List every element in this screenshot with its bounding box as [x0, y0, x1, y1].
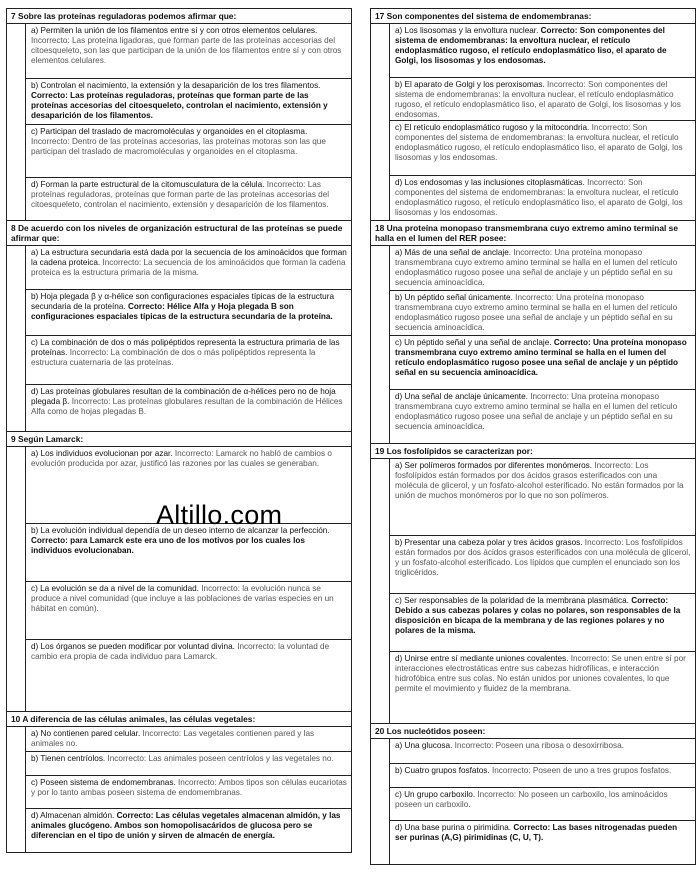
option-text: b) Tienen centríolos. — [31, 754, 106, 763]
verdict-label: Correcto: — [31, 91, 68, 101]
answer-option — [389, 290, 695, 335]
answer-option — [389, 459, 695, 535]
explanation-text: Poseen una ribosa o desoxirribosa. — [495, 741, 624, 750]
option-text: a) Ser polímeros formados por diferentes monómeros. — [395, 461, 593, 470]
explanation-text: La combinación de dos o más polipéptidos representa la estructura cuaternaria de las proteínas. — [31, 348, 316, 368]
verdict-label: Incorrecto: — [107, 754, 147, 763]
verdict-label: Correcto: — [127, 302, 165, 312]
answer-option — [389, 763, 695, 787]
verdict-label: Incorrecto: — [174, 449, 214, 458]
verdict-label: Incorrecto: — [142, 729, 182, 738]
explanation-text: Son componentes del sistema de endomembranas: la envoltura nuclear, el retículo endoplasmático rugoso, el retículo endoplasmático liso, el aparato de Golgi, los lisosomas y los endosomas. — [395, 123, 683, 163]
answer-option — [25, 24, 351, 78]
option-text: d) Almacenan almidón. — [31, 811, 115, 820]
explanation-text: Las proteínas reguladoras, proteínas que forman parte de las proteínas accesorias del citoesqueleto, controlan el nacimiento, extensión y desaparición de los filamentos. — [31, 180, 330, 210]
answer-option — [389, 24, 695, 77]
verdict-label: Incorrecto: — [178, 778, 217, 787]
verdict-label: Incorrecto: — [69, 348, 109, 358]
explanation-text: Son componentes del sistema de endomembranas: la envoltura nuclear, el retículo endoplasmático rugoso, el retículo endoplasmático liso, el aparato de Golgi, los lisosomas y los endosomas. — [395, 178, 683, 218]
option-text: a) Una glucosa. — [395, 741, 453, 750]
explanation-text: Poseen de uno a tres grupos fosfatos. — [532, 766, 672, 775]
explanation-text: Dentro de las proteínas accesorias, las proteínas motoras son las que participan del traslado de macromoléculas y organoides en el citoplasma. — [31, 137, 326, 157]
question-block — [370, 723, 696, 865]
verdict-label: Incorrecto: — [513, 248, 553, 257]
explanation-text: Las proteína ligadoras, que forman parte de las proteínas accesorias del citoesqueleto, son las que participan de la unión de los filamentos entre sí y con otros elementos celulares. — [31, 36, 342, 66]
question-header: 8 De acuerdo con los niveles de organización estructural de las proteínas se puede afirmar que: — [7, 221, 351, 246]
answer-option — [389, 787, 695, 820]
explanation-text: Una proteína monopaso transmembrana cuyo extremo amino terminal se halla en el lumen del retículo endoplasmático rugoso posee una señal de anclaje y un péptido señal en su secuencia aminoacídica. — [395, 392, 678, 432]
option-text: c) Participan del traslado de macromoléculas y organoides en el citoplasma. — [31, 127, 308, 136]
verdict-label: Correcto: — [553, 338, 591, 347]
answer-option — [25, 289, 351, 335]
answer-option — [389, 175, 695, 220]
option-text: a) No contienen pared celular. — [31, 729, 141, 738]
question-block — [6, 8, 352, 220]
explanation-text: Se unen entre sí por interacciones electrostáticas entre sus cabezas hidrofílicas, e interacción hidrofóbica entre sus colas. No están unidos por uniones covalentes, lo que permite el movimiento y fluidez de la membrana. — [395, 654, 686, 694]
answer-option — [389, 335, 695, 389]
answer-option — [389, 593, 695, 651]
explanation-text: Hélice Alfa y Hoja plegada B son configuraciones espaciales típicas de la estructura secundaria de la proteína. — [31, 302, 333, 322]
option-text: a) Permiten la unión de los filamentos entre sí y con otros elementos celulares. — [31, 26, 318, 35]
question-header: 7 Sobre las proteínas reguladoras podemos afirmar que: — [7, 9, 351, 24]
answer-option — [389, 246, 695, 290]
verdict-label: Incorrecto: — [454, 741, 494, 750]
explanation-text: para Lamarck este era uno de los motivos por los cuales los individuos evolucionaban. — [31, 536, 305, 556]
question-block — [370, 8, 696, 220]
option-text: d) Una base purina o pirimidina. — [395, 823, 512, 832]
verdict-label: Incorrecto: — [547, 80, 586, 89]
verdict-label: Incorrecto: — [102, 258, 142, 268]
option-text: c) Un péptido señal y una señal de anclaje. — [395, 338, 552, 347]
verdict-label: Correcto: — [540, 26, 578, 35]
option-text: a) Más de una señal de anclaje. — [395, 248, 512, 257]
option-text: b) La evolución individual dependía de un deseo interno de alcanzar la perfección. — [31, 526, 330, 535]
verdict-label: Incorrecto: — [584, 538, 624, 547]
question-header: 18 Una proteína monopaso transmembrana cuyo extremo amino terminal se halla en el lumen del RER posee: — [371, 221, 695, 246]
answer-option — [25, 124, 351, 177]
answer-option — [25, 523, 351, 581]
verdict-label: Incorrecto: — [31, 36, 70, 46]
option-text: b) Presentar una cabeza polar y tres ácidos grasos. — [395, 538, 583, 547]
answer-option — [25, 727, 351, 751]
option-text: c) El retículo endoplasmático rugoso y la mitocondria. — [395, 123, 590, 132]
option-text: a) La estructura secundaria está dada por la secuencia de los aminoácidos que forman la cadena proteica. — [31, 248, 347, 268]
question-header: 17 Son componentes del sistema de endomembranas: — [371, 9, 695, 24]
option-text: d) Los endosomas y las inclusiones citoplasmáticas. — [395, 178, 585, 187]
answer-option — [25, 335, 351, 384]
question-header: 19 Los fosfolípidos se caracterizan por: — [371, 444, 695, 459]
explanation-text: Las animales poseen centríolos y las vegetales no. — [148, 754, 334, 763]
verdict-label: Incorrecto: — [530, 392, 569, 401]
answer-option — [25, 639, 351, 711]
verdict-label: Incorrecto: — [31, 137, 70, 147]
verdict-label: Incorrecto: — [237, 642, 276, 651]
answer-option — [25, 775, 351, 808]
verdict-label: Incorrecto: — [587, 178, 626, 187]
option-text: a) Los lisosomas y la envoltura nuclear. — [395, 26, 539, 35]
answer-option — [389, 77, 695, 120]
explanation-text: Ambos tipos son células eucariotas y por lo tanto ambas poseen sistema de endomembranas. — [31, 778, 347, 798]
option-text: d) Unirse entre sí mediante uniones covalentes. — [395, 654, 569, 663]
answer-option — [25, 177, 351, 220]
question-block — [6, 711, 352, 853]
verdict-label: Incorrecto: — [515, 293, 554, 302]
answer-option — [389, 120, 695, 175]
explanation-text: Son componentes del sistema de endomembranas: la envoltura nuclear, el retículo endoplasmático rugoso, el retículo endoplasmático liso, el aparato de Golgi, los lisosomas y los endosomas. — [395, 80, 681, 120]
option-text: b) Controlan el nacimiento, la extensión y la desaparición de los tres filamentos. — [31, 81, 321, 90]
verdict-label: Incorrecto: — [201, 584, 240, 593]
question-block — [6, 220, 352, 431]
option-text: d) Una señal de anclaje únicamente. — [395, 392, 528, 401]
explanation-text: Las vegetales contienen pared y las animales no. — [31, 729, 315, 749]
answer-option — [25, 581, 351, 639]
question-header: 20 Los nucleótidos poseen: — [371, 724, 695, 739]
option-text: b) Cuatro grupos fosfatos. — [395, 766, 490, 775]
explanation-text: Las bases nitrogenadas pueden ser purinas (A,G) pirimidinas (C, U, T). — [395, 823, 678, 843]
option-text: b) Hoja plegada β y α-hélice son configuraciones espaciales típicas de la estructura secundaria de la proteína. — [31, 292, 334, 312]
option-text: c) Un grupo carboxilo. — [395, 790, 476, 799]
option-text: b) El aparato de Golgi y los peroxisomas. — [395, 80, 545, 89]
explanation-text: Las proteínas reguladoras, proteínas que forman parte de las proteínas accesorias del citoesqueleto, controlan el nacimiento, extensión y desaparición de los filamentos. — [31, 91, 328, 121]
option-text: a) Los individuos evolucionan por azar. — [31, 449, 173, 458]
option-text: d) Forman la parte estructural de la citomusculatura de la célula. — [31, 180, 265, 189]
answer-option — [389, 389, 695, 443]
explanation-text: No poseen un carboxilo, los aminoácidos poseen un carboxilo. — [395, 790, 668, 810]
explanation-text: Son componentes del sistema de endomembranas: la envoltura nuclear, el retículo endoplasmático rugoso, el retículo endoplasmático liso, el aparato de Golgi, los lisosomas y los endosomas. — [395, 26, 667, 66]
explanation-text: Debido a sus cabezas polares y colas no polares, son responsables de la disposición en bicapa de la membrana y de las regiones polares y no polares de la misma. — [395, 606, 681, 636]
verdict-label: Correcto: — [513, 823, 551, 832]
verdict-label: Incorrecto: — [491, 766, 531, 775]
verdict-label: Correcto: — [31, 536, 68, 546]
answer-option — [389, 535, 695, 593]
explanation-text: La secuencia de los aminoácidos que forman la cadena proteica es la estructura primaria de la misma. — [31, 258, 346, 278]
explanation-text: Los fosfolípidos están formados por dos ácidos grasos esterificados con una molécula de glicerol, y un fosfato-alcohol esterificado. No están formados por la unión de muchos monómeros por lo que no son polímeros. — [395, 461, 684, 501]
question-header: 10 A diferencia de las células animales, las células vegetales: — [7, 712, 351, 727]
option-text: c) Poseen sistema de endomembranas. — [31, 778, 176, 787]
verdict-label: Incorrecto: — [266, 180, 306, 189]
answer-option — [25, 808, 351, 852]
option-text: c) Ser responsables de la polaridad de la membrana plasmática. — [395, 596, 629, 605]
option-text: d) Los órganos se pueden modificar por voluntad divina. — [31, 642, 235, 651]
option-text: c) La combinación de dos o más polipéptidos representa la estructura primaria de las proteínas. — [31, 338, 340, 358]
explanation-text: la evolución nunca se produce a nivel comunidad (que incluye a las poblaciones de varias especies en un hábitat en común). — [31, 584, 334, 614]
explanation-text: Una proteína monopaso transmembrana cuyo extremo amino terminal se halla en el lumen del retículo endoplasmático rugoso posee una señal de anclaje y un péptido señal en su secuencia aminoacídica. — [395, 338, 687, 378]
answer-option — [25, 751, 351, 775]
answer-option — [25, 246, 351, 289]
explanation-text: Los fosfolípidos están formados por dos ácidos grasos esterificados con una molécula de glicerol, y un fosfato-alcohol esterificado. Los lípidos que cumplen el enunciado son los triglicéridos. — [395, 538, 691, 578]
explanation-text: Las células vegetales almacenan almidón, y las animales glucógeno. Ambos son homopolisacáridos de glucosa pero se diferencian en el tipo de unión y sirven de almacén de energía. — [31, 811, 341, 841]
verdict-label: Incorrecto: — [594, 461, 634, 470]
explanation-text: Una proteína monopaso transmembrana cuyo extremo amino terminal se halla en el lumen del retículo endoplasmático rugoso posee una señal de anclaje y un péptido señal en su secuencia aminoacídica. — [395, 293, 678, 333]
question-block — [370, 443, 696, 723]
explanation-text: la voluntad de cambio era propia de cada individuo para Lamarck. — [31, 642, 330, 662]
option-text: c) La evolución se da a nivel de la comunidad. — [31, 584, 199, 593]
verdict-label: Incorrecto: — [477, 790, 517, 799]
right-column — [370, 8, 696, 865]
answer-option — [389, 820, 695, 864]
left-column — [6, 8, 352, 853]
question-header: 9 Según Lamarck: — [7, 432, 351, 447]
verdict-label: Incorrecto: — [570, 654, 610, 663]
verdict-label: Incorrecto: — [591, 123, 631, 132]
explanation-text: Lamarck no habló de cambios o evolución producida por azar, justificó las razones por las cuales se generaban. — [31, 449, 332, 469]
explanation-text: Las proteínas globulares resultan de la combinación de Hélices Alfa como de hojas plegadas B. — [31, 397, 343, 417]
verdict-label: Incorrecto: — [71, 397, 111, 407]
question-block — [6, 431, 352, 711]
verdict-label: Correcto: — [631, 596, 669, 605]
answer-option — [25, 384, 351, 431]
answer-option — [389, 739, 695, 763]
option-text: d) Las proteínas globulares resultan de la combinación de α-hélices pero no de hoja plegada β. — [31, 387, 336, 407]
option-text: b) Un péptido señal únicamente. — [395, 293, 513, 302]
answer-option — [25, 78, 351, 124]
verdict-label: Correcto: — [116, 811, 154, 820]
answer-option — [389, 651, 695, 723]
question-block — [370, 220, 696, 443]
explanation-text: Una proteína monopaso transmembrana cuyo extremo amino terminal se halla en el lumen del retículo endoplasmático rugoso posee una señal de anclaje y un péptido señal en su secuencia aminoacídica. — [395, 248, 678, 288]
watermark: Altillo.com — [156, 500, 283, 530]
